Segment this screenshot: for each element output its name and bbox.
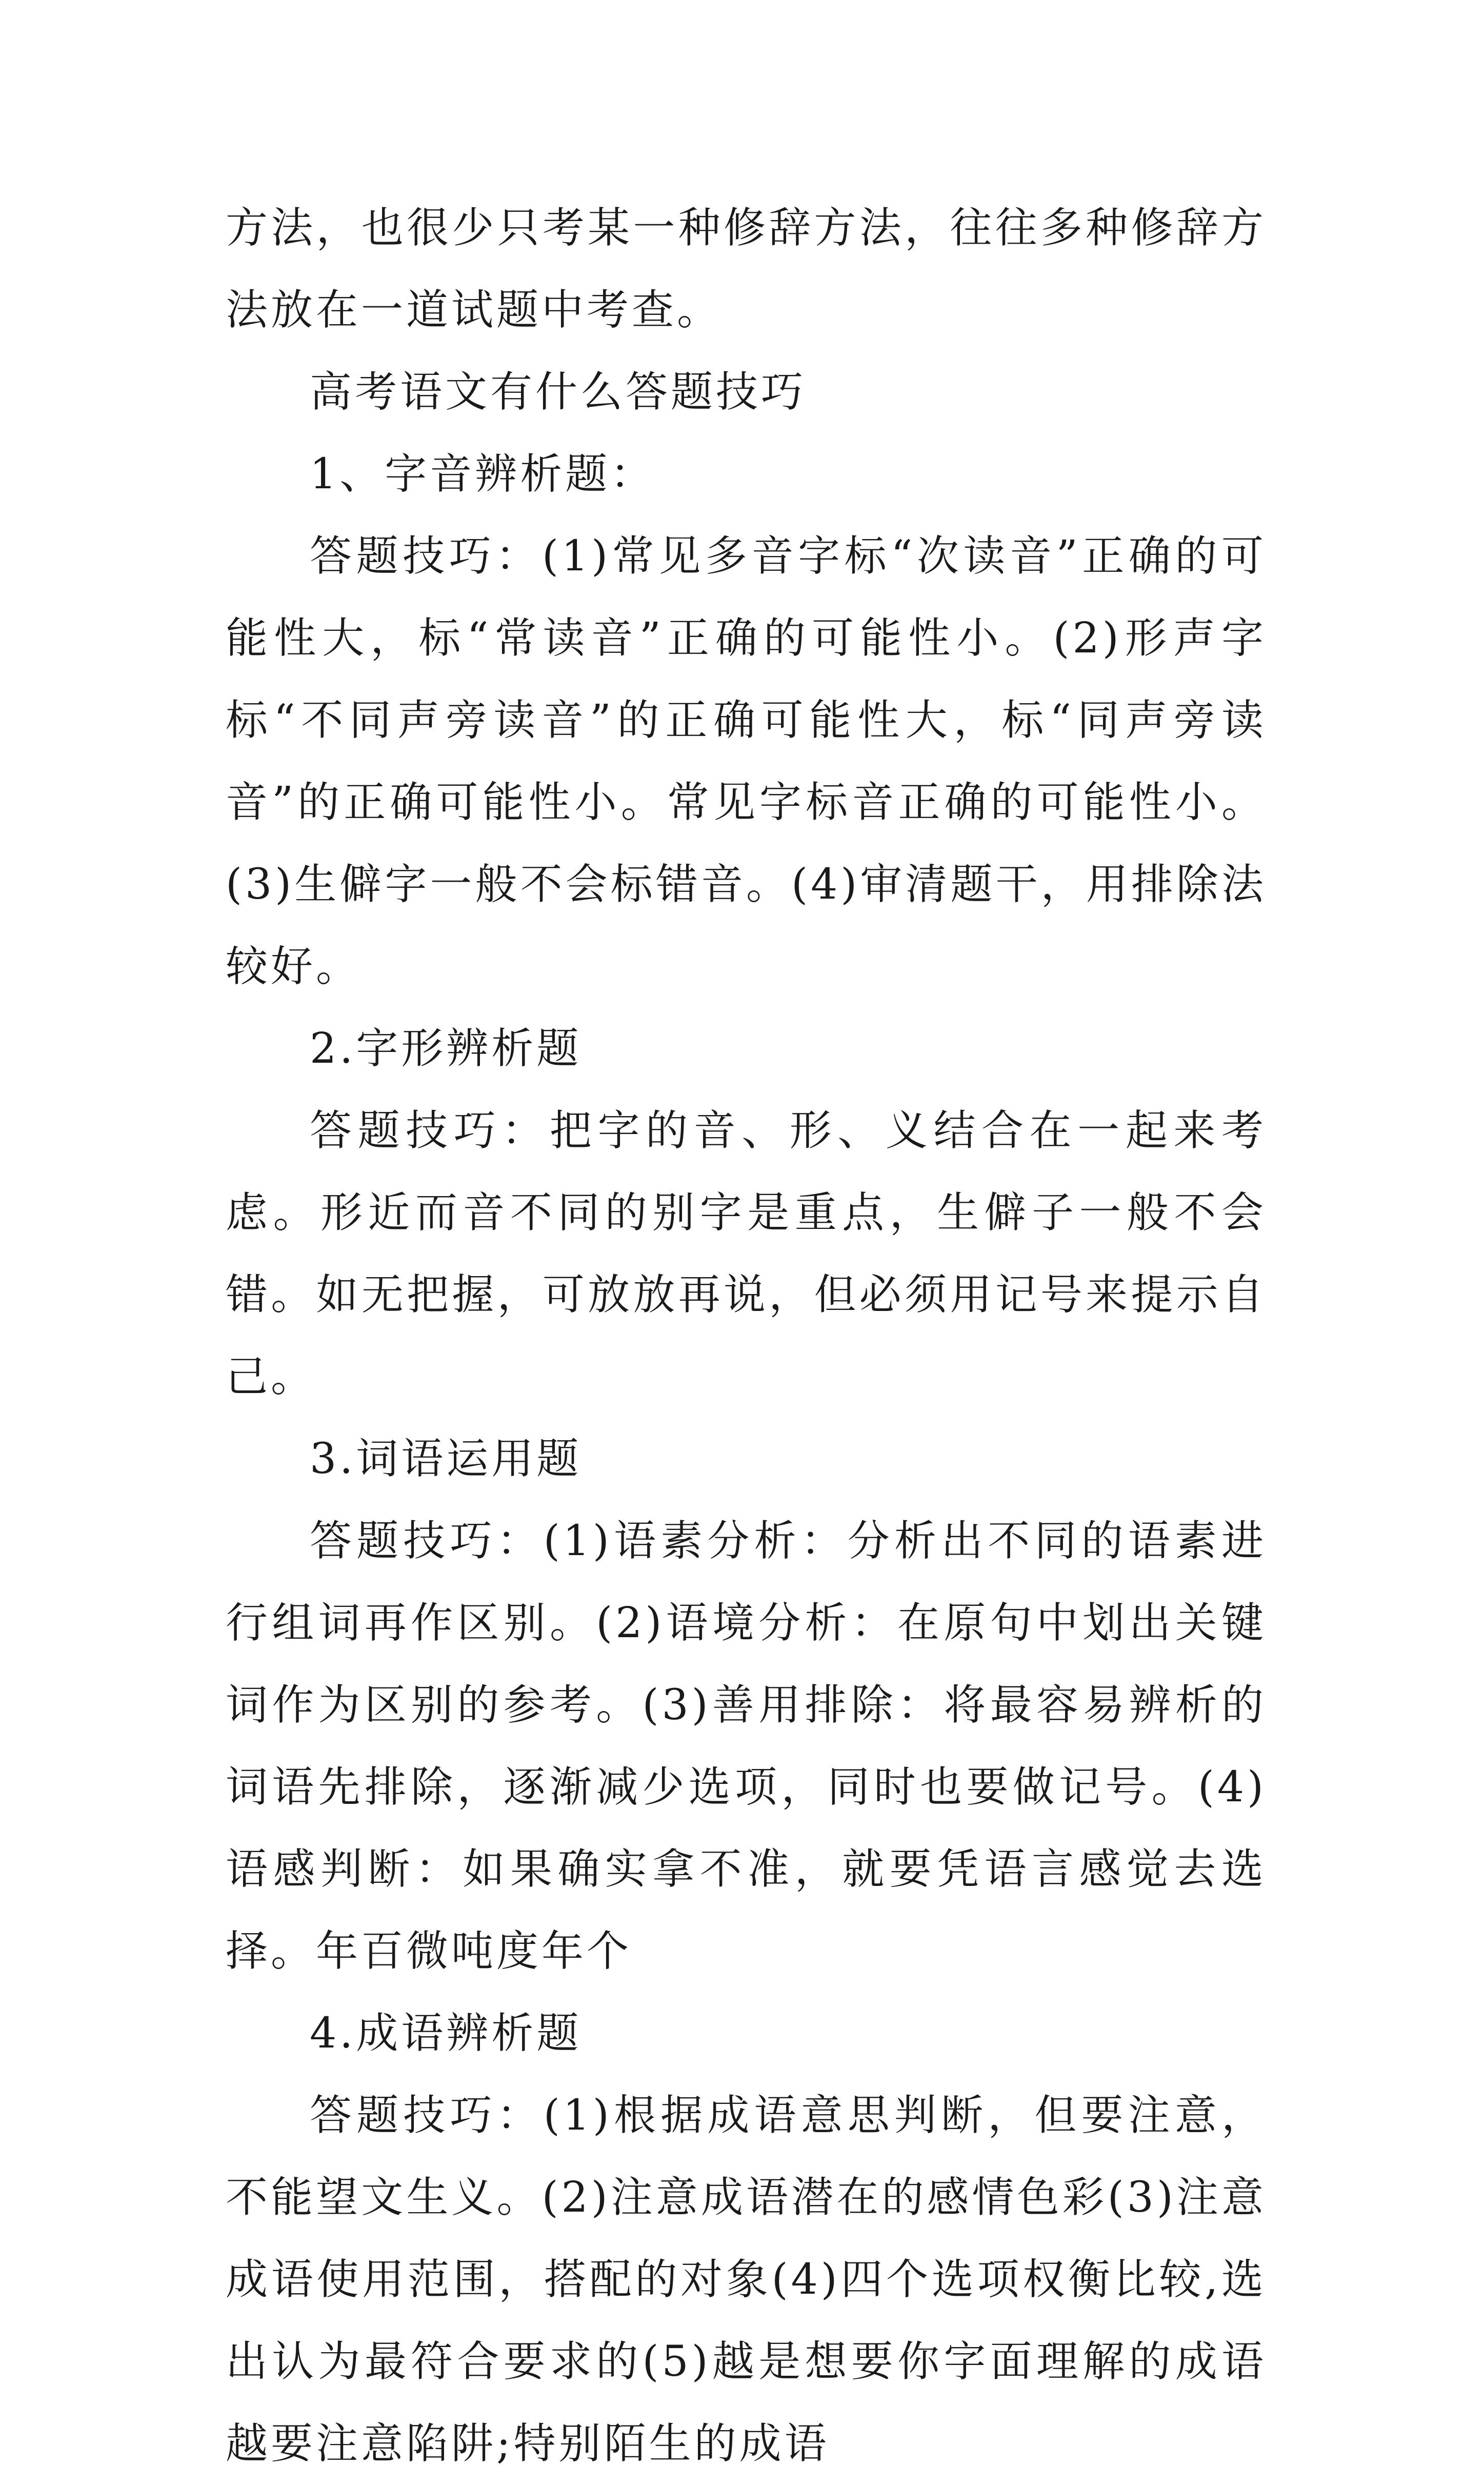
document-body	[226, 187, 1267, 2485]
heading-idiom: 4.成语辨析题	[310, 2009, 582, 2058]
heading-word-usage: 3.词语运用题	[310, 1435, 582, 1483]
heading-character-form: 2.字形辨析题	[310, 1024, 582, 1073]
paragraph-continuation: 方法，也很少只考某一种修辞方法，往往多种修辞方法放在一道试题中考查。	[226, 204, 1267, 334]
paragraph-idiom-tips: 答题技巧：(1)根据成语意思判断，但要注意，不能望文生义。(2)注意成语潜在的感情色彩(3)注意成语使用范围，搭配的对象(4)四个选项权衡比较,选出认为最符合要求的(5)越是想要你字面理解的成语越要注意陷阱;特别陌生的成语	[226, 2091, 1267, 2468]
section-title: 高考语文有什么答题技巧	[310, 368, 807, 416]
paragraph-word-usage-tips: 答题技巧：(1)语素分析：分析出不同的语素进行组词再作区别。(2)语境分析：在原句中划出关键词作为区别的参考。(3)善用排除：将最容易辨析的词语先排除，逐渐减少选项，同时也要做记号。(4)语感判断：如果确实拿不准，就要凭语言感觉去选择。年百微吨度年个	[226, 1517, 1267, 1976]
heading-pronunciation: 1、字音辨析题：	[310, 450, 656, 499]
paragraph-pronunciation-tips: 答题技巧：(1)常见多音字标“次读音”正确的可能性大，标“常读音”正确的可能性小。(2)形声字标“不同声旁读音”的正确可能性大，标“同声旁读音”的正确可能性小。常见字标音正确的可能性小。(3)生僻字一般不会标错音。(4)审清题干，用排除法较好。	[226, 532, 1267, 991]
paragraph-character-form-tips: 答题技巧：把字的音、形、义结合在一起来考虑。形近而音不同的别字是重点，生僻子一般不会错。如无把握，可放放再说，但必须用记号来提示自己。	[226, 1106, 1267, 1401]
